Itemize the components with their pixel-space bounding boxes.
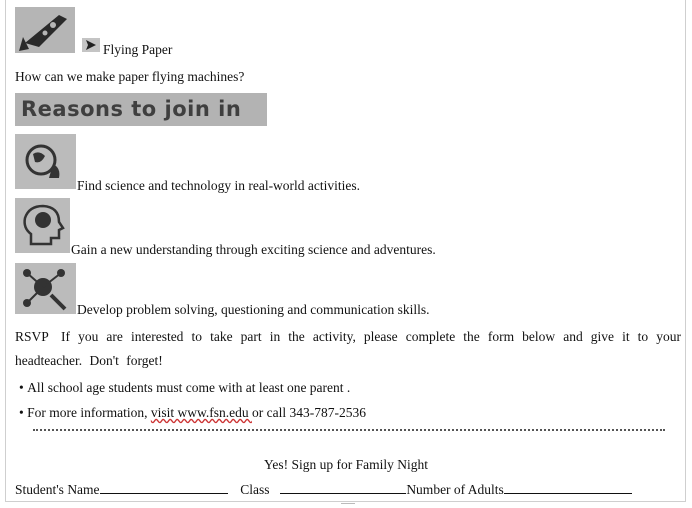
adults-field[interactable] xyxy=(504,482,632,494)
signup-form xyxy=(15,482,632,498)
page-title: Flying Paper xyxy=(103,42,173,57)
signup-title: Yes! Sign up for Family Night xyxy=(263,457,429,472)
class-label: Class xyxy=(240,482,270,497)
bullet-dot: • xyxy=(19,405,24,420)
class-field[interactable] xyxy=(280,482,406,494)
globe-people-icon xyxy=(15,134,76,189)
page-edge-mark xyxy=(341,503,355,508)
reason-text-1: Find science and technology in real-world activities. xyxy=(77,178,361,193)
bullet-item-1 xyxy=(19,380,350,396)
head-gear-icon xyxy=(15,198,70,253)
reasons-banner xyxy=(15,93,267,126)
adults-label: Number of Adults xyxy=(406,482,504,497)
bullet-text-1: All school age students must come with at least one parent . xyxy=(27,380,351,395)
bullet-dot: • xyxy=(19,380,24,395)
intro-question: How can we make paper flying machines? xyxy=(15,69,245,84)
reason-text-3: Develop problem solving, questioning and communication skills. xyxy=(77,302,430,317)
rsvp-label: RSVP xyxy=(15,329,49,344)
student-name-field[interactable] xyxy=(100,482,228,494)
dotted-cut-line xyxy=(33,428,665,431)
student-name-label: Student's Name xyxy=(15,482,100,497)
rocket-icon xyxy=(15,7,75,53)
bullet-suffix: or call 343-787-2536 xyxy=(251,405,366,420)
banner-text: Reasons to join in xyxy=(21,97,242,121)
website-link[interactable]: visit www.fsn.edu xyxy=(150,405,252,420)
network-search-icon xyxy=(15,263,76,314)
rsvp-paragraph xyxy=(15,325,681,373)
bullet-item-2 xyxy=(19,405,366,421)
rsvp-text: If you are interested to take part in the activity, please complete the form below and give it to your headteacher. Don't forget! xyxy=(15,329,681,368)
reason-text-2: Gain a new understanding through exciting science and adventures. xyxy=(71,242,436,257)
arrow-icon xyxy=(82,38,100,52)
bullet-prefix: For more information, xyxy=(27,405,151,420)
